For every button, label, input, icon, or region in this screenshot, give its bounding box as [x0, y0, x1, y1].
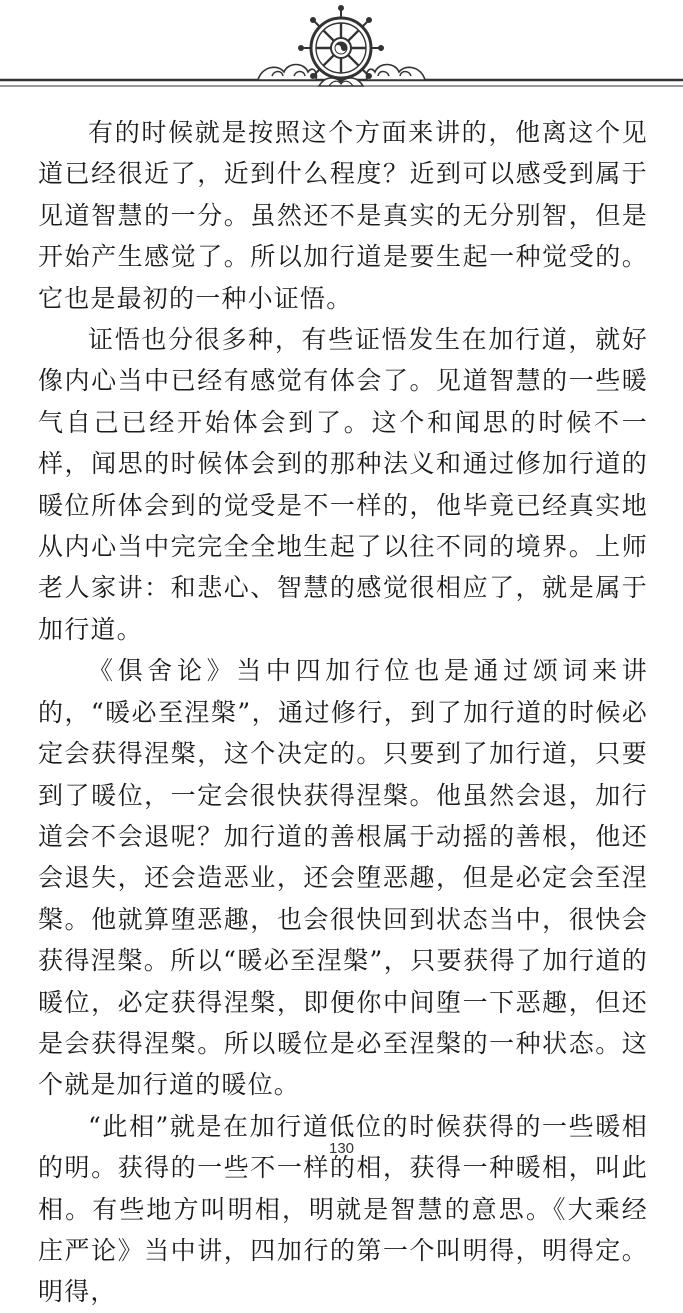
cloud-ornament-icon: [367, 65, 425, 81]
page-body: [38, 112, 648, 1313]
header-ornament: [0, 0, 683, 110]
body-paragraph: 有的时候就是按照这个方面来讲的，他离这个见道已经很近了，近到什么程度？近到可以感受到属于见道智慧的一分。虽然还不是真实的无分别智，但是开始产生感觉了。所以加行道是要生起一种觉受的。它也是最初的一种小证悟。: [38, 118, 648, 313]
page-number: 130: [328, 1140, 355, 1157]
page-header: [0, 0, 683, 110]
body-paragraph: 《俱舍论》当中四加行位也是通过颂词来讲的，“暖必至涅槃”，通过修行，到了加行道的时候必定会获得涅槃，这个决定的。只要到了加行道，只要到了暖位，一定会很快获得涅槃。他虽然会退，加行道会不会退呢？加行道的善根属于动摇的善根，他还会退失，还会造恶业，还会堕恶趣，但是必定会至涅槃。他就算堕恶趣，也会很快回到状态当中，很快会获得涅槃。所以“暖必至涅槃”，只要获得了加行道的暖位，必定获得涅槃，即便你中间堕一下恶趣，但还是会获得涅槃。所以暖位是必至涅槃的一种状态。这个就是加行道的暖位。: [38, 656, 648, 1100]
cloud-ornament-icon: [258, 65, 316, 81]
body-paragraph: 证悟也分很多种，有些证悟发生在加行道，就好像内心当中已经有感觉有体会了。见道智慧的一些暖气自己已经开始体会到了。这个和闻思的时候不一样，闻思的时候体会到的那种法义和通过修加行道的暖位所体会到的觉受是不一样的，他毕竟已经真实地从内心当中完完全全地生起了以往不同的境界。上师老人家讲：和悲心、智慧的感觉很相应了，就是属于加行道。: [38, 325, 648, 644]
body-paragraph: “此相”就是在加行道低位的时候获得的一些暖相的明。获得的一些不一样的相，获得一种暖相，叫此相。有些地方叫明相，明就是智慧的意思。《大乘经庄严论》当中讲，四加行的第一个叫明得，明得定。明得，: [38, 1111, 648, 1307]
